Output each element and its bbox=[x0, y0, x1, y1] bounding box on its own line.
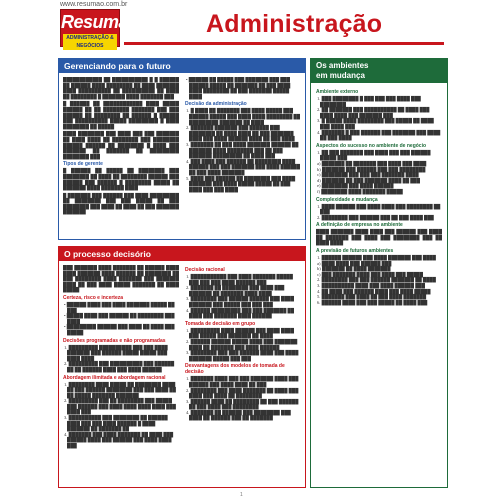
subheading: Desvantagens dos modelos de tomada de decisão bbox=[185, 363, 285, 376]
list-item: 1. █ ████ ██ ███████ ███ ████ █████ ███ ██████ █████ ███ ████ ████ ████████ ██ █████████ ███████ ██ ████ bbox=[186, 108, 301, 125]
list-item: • █████████ ██████ ███ ████ ██ ████ ███ █████ bbox=[64, 324, 175, 335]
section-environment bbox=[310, 58, 448, 488]
subheading: Ambiente externo bbox=[316, 89, 359, 95]
site-url: www.resumao.com.br bbox=[60, 1, 128, 8]
heading-line: em mudança bbox=[316, 71, 365, 80]
text-column bbox=[185, 77, 301, 235]
body-text: ████ ███████ ████ ████ ███ ██████ ███ ████ ██ ███████ ███ ████ ███ ████████ ███ ██ ████ ████ bbox=[316, 229, 442, 246]
subheading: Certeza, risco e incerteza bbox=[63, 294, 124, 301]
list-item: c) ███ ███████ ████ ███ ████ ███ █████ bbox=[317, 271, 423, 277]
list-item: f) ████████ ████ ███████ █████ bbox=[317, 188, 403, 194]
section-body bbox=[63, 77, 301, 235]
list-item: b) ███████ ██ ████ ███████ bbox=[317, 266, 391, 272]
list-item: 1. ██ ███ ███████ ███ ████ ███ ███ ██████ █████ ███ bbox=[317, 149, 431, 161]
list-item: 1. █████████ ████ ██████ ███ ████ ████ ███ █████ ███ ███████ ██ ████ bbox=[186, 327, 294, 339]
list-item: • █████ ████ ███ ██████ ██ ████████ ███ ████ bbox=[64, 313, 175, 324]
header bbox=[58, 0, 448, 56]
page-title: Administração bbox=[206, 10, 383, 38]
list-item: 4. ███████ ██ ██████ ███ ████████ ███ ████ ██ ██████ ███ ██ ███████ bbox=[186, 409, 291, 421]
list-item: • ██████ ██ █████ ███ ███████ ███ ███ ██████ █████ ██ ███████ ██ ███ ████ ████ ████████ ██ ███ ███████ █████ ████ bbox=[186, 77, 291, 99]
logo-word: Resumão bbox=[61, 12, 139, 32]
subheading: A previsão de futuros ambientes bbox=[316, 248, 394, 255]
list-item: 2. ███████ ███████ ███ ██████ ███ ████████ ██ ████ ████ ██ ███ ███████ ████ ███ ████ ██████ ████ ██ ███ ████ bbox=[186, 125, 295, 142]
list-item: 1. ███ ████████ █ ███ ███ ███ ████ ███ ████████ bbox=[317, 96, 421, 107]
list-item: 6. ██████ ████ ███ ███ █████ ██ ████ ███ bbox=[317, 299, 428, 305]
list-item: 1. █████████ ██████████ ███ ███ ████ ███████ ███ ██████ █████ █████ ███ ████ ████ bbox=[64, 344, 168, 361]
list-item: 3. ███████ ██ ███ ████ ███████ ██████ ██ ███████ ████ ████████ ███ ██ ███ ███████ █████████ ██ ████ ███ bbox=[186, 141, 299, 159]
list-item: 1. ████ ██████ ███ ████ ████ ███ ████████ ██ ███ bbox=[317, 203, 441, 215]
section-heading-planning: Gerenciando para o futuro bbox=[59, 59, 305, 73]
body-text: ████████████ ██ ███████████ █ █ ██████ ██ ██████ ████ ████████ ██ ████ ███████ ████ ██████████ ██ ██████████ ██ ████ ██ ████████ █ ███████ ████ ███████ ███ bbox=[63, 77, 179, 99]
list-item: 2. ███████ ██ ████████ ███ ████ ███ ███████ ██ ███████ ████ ████ bbox=[186, 285, 285, 296]
body-text: ███ ███████ ████ ███████ ██ ██████ ████ ████ ███████ ████ ██████ ██ ████████ ██ ███ ████████ ████ ███████ ███ ███████ ████ ██ ███ ████ █████ ███████ ██ ████ █████ bbox=[63, 265, 179, 293]
list-item: 3. ██████████ ████ ███ ████ ██████ ███ bbox=[317, 283, 425, 289]
list-item: 1. ████████ ████ █████ ██ ████████ ████ ██ ███ ██████ ████████ ███ ███ ████ ██ ██ █████ ███████ ███████ bbox=[64, 381, 176, 398]
list-item: 5. ███████ ███ ████ ██ ███ ████ ███████ bbox=[317, 294, 427, 300]
list-item: 4. ██ ████ ███ ██████ ████ ███ ████ █████ bbox=[317, 288, 431, 294]
list-item: 3. ██████ ████ ██ ████████ ██ ███ ██████ ██ ███ ████ ███ ████████ bbox=[186, 398, 299, 410]
list-item: 3. ██████████ ███ ████████ ██ ██████ ████ ███ ███ ████ ██████ █ ████ ███████ ██ ███████ ██ bbox=[64, 415, 168, 432]
content-sheet bbox=[58, 58, 448, 488]
body-text: █ ███████ ███ ██████ ███ ████ █████████ ██ ████████ ███ ███ █████ ██ ███ ████████ ███ ████ ██ ████ ██ ███ ███████ ███████ bbox=[63, 192, 179, 215]
list-item: 2. ██ ███████ ███ ██████████ ██ ████ ███ ████ ████ ███ ███████ ███ bbox=[317, 107, 430, 118]
list-item: 2. █████████ ███ ██████████ ███ ██████ ██ ██ ██████ ████ ███ ████ ██████ bbox=[64, 361, 175, 372]
title-underline bbox=[124, 42, 444, 45]
text-column bbox=[63, 265, 179, 483]
list-item: 4. ███ ████ ███ ██████ ██ ████████ ████ ██████ ███ ███ ███████ ███ ████ ██████ ██ ███ ████ ███████ bbox=[186, 158, 301, 175]
text-column bbox=[63, 77, 179, 235]
section-heading-decision: O processo decisório bbox=[59, 247, 305, 261]
list-item: 2. ████████ ███ ███ ██████ ███████ ██ ████ bbox=[317, 277, 436, 283]
logo-subtitle: ADMINISTRAÇÃO & NEGÓCIOS bbox=[63, 34, 117, 50]
section-heading-environment bbox=[311, 59, 447, 83]
subheading: Decisões programadas e não programadas bbox=[63, 337, 166, 344]
body-text: ████ ████████ ███ ████ ███ ███ ███████ ██ ████ ████ ██ ████████ ███ ████████ ██████ ██████ ██ ████████ █ ████ ███ ███████ ██ ███████ ██ █████████ ████████ ███ bbox=[63, 131, 179, 159]
list-item: a) ████ ████ ███ ██████ ███ bbox=[317, 260, 392, 266]
list-item: 2. ████████ ███ ██████ ███ ██ ███ ████ ███ bbox=[317, 214, 434, 220]
body-text: █ ██████ ██ █████ ██ ████████ ███ ████████ ██ ████ ██ ████████ ██████ ███ ██████ ███ ██████ █ ████████ █████ ██ ███████ ████ ███████ ████ bbox=[63, 168, 179, 191]
section-body bbox=[316, 87, 442, 481]
section-body bbox=[63, 265, 301, 483]
subheading: Tipos de gerente bbox=[63, 161, 103, 168]
list-item: 2. ██████ ██████ █████ ████ ███ ███████ ████ ██ ███████ ███ ████ ██████ bbox=[186, 338, 298, 350]
list-item: 2. ████████ ███ ████ ███████ ██ ████ ███ ████ ███ ████ ██ ████████ bbox=[186, 387, 299, 399]
list-item: 4. ███████ ███ ████ ███████ ██ ████ ███ ██████ ████ ███ ██████ ███ ████ ████ ███ bbox=[64, 431, 174, 449]
resumao-logo bbox=[60, 9, 139, 49]
heading-line: Os ambientes bbox=[316, 61, 369, 70]
page-number: 1 bbox=[240, 492, 243, 498]
list-item: 5. ████ ███ ██████ ██ ████████ ███ ████ ███████ ███ ████ █████ █████ ██ ███ ████ ███ ███ ████ bbox=[186, 175, 296, 192]
list-item: a) ███████ ██ ███████ ███ ████ ███ ████ bbox=[317, 160, 427, 166]
list-item: 4. ██████ █████████ ███ ███ ███████ ██ ████ ███ ███████ ████ ██████ bbox=[186, 307, 294, 319]
subheading: Decisão da administração bbox=[185, 101, 247, 108]
body-text: █ ██████ ██ ████████████ ████ █████ ██████ ██ ██ ████████ ███████ ███ ███ ██████ ██ ████████ ██ ██████ █ ██████ ███ ██████████ █████ █████████ █ ████ ████████ ██ █████ bbox=[63, 101, 179, 129]
subheading: Tomada de decisão em grupo bbox=[185, 320, 256, 327]
list-item: d) ███████ ██ ███ ███████ ████ ██ ███ bbox=[317, 177, 420, 183]
list-item: 3. █ █████ ████ ████████ ███ █████ ██ ████ ███ ████ ███ bbox=[317, 118, 434, 129]
list-item: b) ███████ ███ ██████ ███ ███ ████████ bbox=[317, 166, 426, 172]
subheading: Complexidade e mudança bbox=[316, 196, 378, 203]
subheading: A definição de empresa no ambiente bbox=[316, 222, 403, 229]
list-item: 3. ████████ ███ ██████ ██████ ███ ████ ███████ ███ █████ ███ ███ ███ bbox=[186, 296, 294, 307]
section-decision bbox=[58, 246, 306, 488]
list-item: c) ████████ ███ ███ ███ ███████ ████ bbox=[317, 172, 419, 178]
list-item: 3. ████████ ███ ███ ██████ ████ ███ ████ ███████ █████ ███ ███ bbox=[186, 350, 299, 361]
subheading: Aspectos do sucesso no ambiente de negócio bbox=[316, 142, 427, 149]
list-item: • ██████ ████ ███ ████ ███████ █████ ██ ███ bbox=[64, 301, 175, 313]
subheading: Decisão racional bbox=[185, 267, 225, 273]
list-item: 4. ███████ █ ███ ██████ ███ ███████ ███ ████ ██ ███ ████ bbox=[317, 129, 441, 141]
text-column bbox=[185, 265, 301, 483]
list-item: 1. ███████████ ███ ████ ███████ █████ ███ ███ ███ ████ ██████ ███ bbox=[186, 274, 293, 285]
list-item: 2. █████████ ███ ██ ████████ ███ █████ ███ ██████ ███ ████ ████ ████ ████ ███ ████ ███ bbox=[64, 398, 176, 415]
list-item: 1. ███████ ████ ███ ███ ███████ ████ ███ ██████ ███ ████ ████ ██ ███ bbox=[186, 376, 299, 387]
subheading: Abordagem ilimitada e abordagem racional bbox=[63, 374, 166, 381]
list-item: 1. ██████ ██████ ███ ████ ███████ ███ ████ bbox=[317, 255, 436, 261]
list-item: e) ████████ ███ ████ ██████ bbox=[317, 183, 394, 189]
section-planning bbox=[58, 58, 306, 240]
